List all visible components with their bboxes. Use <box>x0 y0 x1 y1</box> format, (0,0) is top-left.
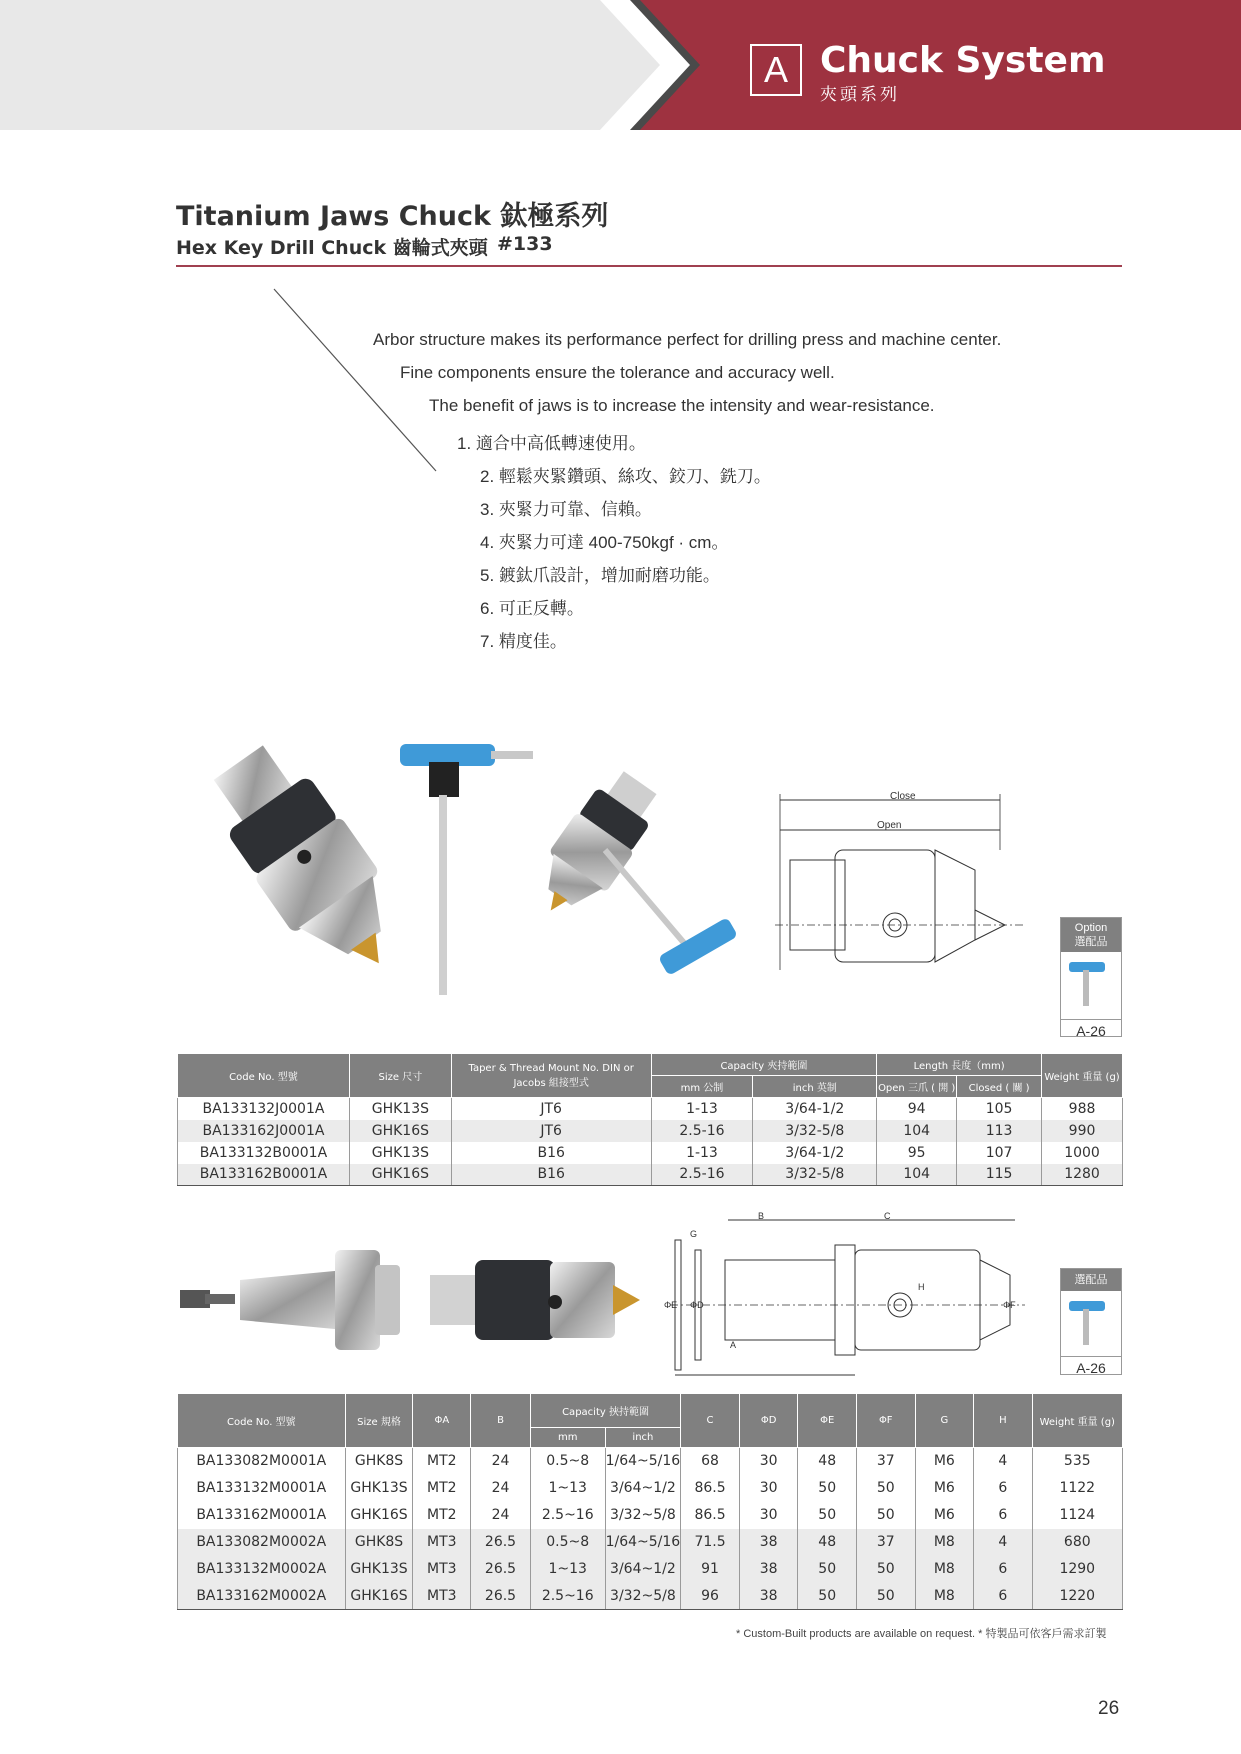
col-f: ΦF <box>856 1394 915 1448</box>
section-subtitle: 夾頭系列 <box>820 85 900 104</box>
col-inch: inch 英制 <box>753 1076 877 1098</box>
col-taper: Taper & Thread Mount No. DIN or Jacobs 組接型式 <box>451 1054 651 1098</box>
t-handle-key-thumbnail <box>1061 952 1121 1014</box>
feature-line: 2. 輕鬆夾緊鑽頭、絲攻、鉸刀、銑刀。 <box>480 467 771 486</box>
t-handle-key-thumbnail <box>1061 1291 1121 1351</box>
table-row <box>178 1556 1123 1583</box>
option-accessory-card[interactable] <box>1060 917 1122 1037</box>
table-cell: GHK16S <box>345 1502 413 1529</box>
table-row <box>178 1164 1123 1186</box>
table-cell: 1~13 <box>530 1475 605 1502</box>
col-capacity: Capacity 挾持範圍 <box>530 1394 680 1428</box>
table-cell: MT2 <box>413 1475 471 1502</box>
table-cell: 680 <box>1032 1529 1122 1556</box>
table-cell: 1/64~5/16 <box>605 1448 681 1475</box>
table-cell: 1122 <box>1032 1475 1122 1502</box>
table-cell: 37 <box>856 1529 915 1556</box>
table-cell: 50 <box>798 1475 857 1502</box>
table-cell: GHK16S <box>349 1120 451 1142</box>
table-cell: BA133132B0001A <box>178 1142 350 1164</box>
table-cell: MT2 <box>413 1448 471 1475</box>
table-cell: 26.5 <box>471 1583 531 1610</box>
table-cell: 1280 <box>1042 1164 1123 1186</box>
table-cell: 104 <box>877 1120 957 1142</box>
table-cell: 4 <box>974 1448 1032 1475</box>
table-cell: 2.5-16 <box>651 1164 753 1186</box>
table-row <box>178 1529 1123 1556</box>
col-inch: inch <box>605 1428 681 1448</box>
dim-label-d: ΦD <box>690 1300 704 1310</box>
footnote: * Custom-Built products are available on request. * 特製品可依客戶需求訂製 <box>736 1628 1107 1640</box>
col-code: Code No. 型號 <box>178 1054 350 1098</box>
table-cell: B16 <box>451 1164 651 1186</box>
table-cell: 6 <box>974 1583 1032 1610</box>
col-d: ΦD <box>739 1394 798 1448</box>
table-cell: 3/64-1/2 <box>753 1142 877 1164</box>
col-c: C <box>681 1394 740 1448</box>
table-cell: 988 <box>1042 1098 1123 1120</box>
table-cell: 24 <box>471 1448 531 1475</box>
table-cell: BA133162J0001A <box>178 1120 350 1142</box>
table-cell: 3/64~1/2 <box>605 1475 681 1502</box>
table-cell: GHK8S <box>345 1529 413 1556</box>
option-label: Option 選配品 <box>1061 918 1121 952</box>
table-cell: BA133082M0002A <box>178 1529 346 1556</box>
table-cell: 3/32~5/8 <box>605 1583 681 1610</box>
table-cell: GHK13S <box>345 1556 413 1583</box>
table-cell: 0.5~8 <box>530 1529 605 1556</box>
table-cell: 95 <box>877 1142 957 1164</box>
table-cell: BA133132M0002A <box>178 1556 346 1583</box>
col-mm: mm 公制 <box>651 1076 753 1098</box>
table-cell: 1/64~5/16 <box>605 1529 681 1556</box>
table-row <box>178 1475 1123 1502</box>
table-cell: 1124 <box>1032 1502 1122 1529</box>
drill-chuck-image <box>195 730 425 1000</box>
dim-label-b: B <box>758 1211 765 1221</box>
dim-label-e: ΦE <box>664 1300 678 1310</box>
product-title: Titanium Jaws Chuck 鈦極系列 <box>176 201 609 232</box>
col-b: B <box>471 1394 531 1448</box>
dimension-label-open: Open <box>877 820 902 831</box>
dim-label-g: G <box>690 1229 698 1239</box>
table-cell: 1220 <box>1032 1583 1122 1610</box>
table-cell: 86.5 <box>681 1502 740 1529</box>
table-cell: MT3 <box>413 1583 471 1610</box>
col-mm: mm <box>530 1428 605 1448</box>
col-size: Size 規格 <box>345 1394 413 1448</box>
table-cell: 6 <box>974 1475 1032 1502</box>
table-cell: 4 <box>974 1529 1032 1556</box>
table-cell: 107 <box>957 1142 1042 1164</box>
section-title: Chuck System <box>820 40 1106 81</box>
table-cell: 50 <box>856 1583 915 1610</box>
table-cell: 37 <box>856 1448 915 1475</box>
table-cell: JT6 <box>451 1098 651 1120</box>
table-cell: 48 <box>798 1529 857 1556</box>
feature-line: Fine components ensure the tolerance and accuracy well. <box>400 363 835 382</box>
table-cell: 0.5~8 <box>530 1448 605 1475</box>
bt-arbor-with-bolt-image <box>175 1245 415 1355</box>
table-cell: 1~13 <box>530 1556 605 1583</box>
col-capacity: Capacity 夾持範圍 <box>651 1054 877 1076</box>
col-length: Length 長度（mm) <box>877 1054 1042 1076</box>
col-closed: Closed ( 關 ) <box>957 1076 1042 1098</box>
table-cell: M6 <box>915 1502 974 1529</box>
table-cell: 3/64~1/2 <box>605 1556 681 1583</box>
table-cell: MT2 <box>413 1502 471 1529</box>
table-cell: M8 <box>915 1556 974 1583</box>
feature-line: 7. 精度佳。 <box>480 632 567 651</box>
dim-label-f: ΦF <box>1003 1300 1016 1310</box>
chuck-with-key-image <box>510 760 740 1010</box>
table-row <box>178 1502 1123 1529</box>
table-cell: 3/32~5/8 <box>605 1502 681 1529</box>
table-cell: 3/32-5/8 <box>753 1164 877 1186</box>
feature-line: 4. 夾緊力可達 400-750kgf · cm。 <box>480 533 729 552</box>
table-cell: BA133082M0001A <box>178 1448 346 1475</box>
table-row <box>178 1120 1123 1142</box>
table-cell: 94 <box>877 1098 957 1120</box>
table-cell: 3/32-5/8 <box>753 1120 877 1142</box>
table-cell: 48 <box>798 1448 857 1475</box>
table-cell: GHK8S <box>345 1448 413 1475</box>
table-cell: BA133162M0002A <box>178 1583 346 1610</box>
table-cell: 113 <box>957 1120 1042 1142</box>
table-cell: 30 <box>739 1502 798 1529</box>
table-cell: 86.5 <box>681 1475 740 1502</box>
table-cell: BA133162B0001A <box>178 1164 350 1186</box>
arbor-chuck-dimension-drawing <box>670 1205 1030 1380</box>
table-cell: MT3 <box>413 1556 471 1583</box>
section-letter-badge: A <box>750 44 802 96</box>
dim-label-a: A <box>730 1340 737 1350</box>
dimension-label-close: Close <box>890 791 916 802</box>
table-cell: 71.5 <box>681 1529 740 1556</box>
table-cell: GHK13S <box>345 1475 413 1502</box>
col-g: G <box>915 1394 974 1448</box>
table-cell: 50 <box>856 1556 915 1583</box>
table-cell: GHK13S <box>349 1098 451 1120</box>
table-cell: 535 <box>1032 1448 1122 1475</box>
dim-label-c: C <box>884 1211 891 1221</box>
table-cell: 50 <box>856 1475 915 1502</box>
table-cell: 50 <box>798 1583 857 1610</box>
table-cell: 990 <box>1042 1120 1123 1142</box>
table-cell: 68 <box>681 1448 740 1475</box>
product-subtitle: Hex Key Drill Chuck 齒輪式夾頭 <box>176 237 488 259</box>
table-cell: GHK13S <box>349 1142 451 1164</box>
table-cell: 1-13 <box>651 1142 753 1164</box>
table-cell: BA133162M0001A <box>178 1502 346 1529</box>
option-label: 選配品 <box>1061 1269 1121 1291</box>
table-cell: 24 <box>471 1475 531 1502</box>
col-a: ΦA <box>413 1394 471 1448</box>
feature-line: Arbor structure makes its performance perfect for drilling press and machine center. <box>373 330 1002 349</box>
chuck-dimension-drawing <box>775 790 1035 990</box>
col-code: Code No. 型號 <box>178 1394 346 1448</box>
table-cell: M8 <box>915 1529 974 1556</box>
table-cell: 2.5~16 <box>530 1583 605 1610</box>
table-cell: 1-13 <box>651 1098 753 1120</box>
table-cell: 50 <box>798 1556 857 1583</box>
table-cell: 24 <box>471 1502 531 1529</box>
table-cell: 105 <box>957 1098 1042 1120</box>
table-cell: M6 <box>915 1448 974 1475</box>
feature-line: 6. 可正反轉。 <box>480 599 584 618</box>
table-cell: 38 <box>739 1583 798 1610</box>
table-cell: 50 <box>856 1502 915 1529</box>
table-cell: BA133132J0001A <box>178 1098 350 1120</box>
table-cell: 6 <box>974 1556 1032 1583</box>
model-number: #133 <box>497 233 553 255</box>
table-row <box>178 1142 1123 1164</box>
chuck-side-image <box>425 1250 650 1350</box>
option-page-ref: A-26 <box>1061 1356 1121 1379</box>
table-row <box>178 1448 1123 1475</box>
option-accessory-card[interactable] <box>1060 1268 1122 1375</box>
table-cell: 104 <box>877 1164 957 1186</box>
table-row <box>178 1098 1123 1120</box>
col-weight: Weight 重量 (g) <box>1042 1054 1123 1098</box>
table-cell: 38 <box>739 1529 798 1556</box>
table-cell: 50 <box>798 1502 857 1529</box>
col-size: Size 尺寸 <box>349 1054 451 1098</box>
feature-line: The benefit of jaws is to increase the intensity and wear-resistance. <box>429 396 935 415</box>
col-weight: Weight 重量 (g) <box>1032 1394 1122 1448</box>
table-cell: GHK16S <box>349 1164 451 1186</box>
table-cell: M8 <box>915 1583 974 1610</box>
table-cell: 91 <box>681 1556 740 1583</box>
table-row <box>178 1583 1123 1610</box>
table-cell: M6 <box>915 1475 974 1502</box>
table-cell: 1290 <box>1032 1556 1122 1583</box>
col-e: ΦE <box>798 1394 857 1448</box>
table-cell: 2.5~16 <box>530 1502 605 1529</box>
table-cell: BA133132M0001A <box>178 1475 346 1502</box>
feature-line: 1. 適合中高低轉速使用。 <box>457 434 646 453</box>
table-cell: 96 <box>681 1583 740 1610</box>
table-cell: 38 <box>739 1556 798 1583</box>
specs-table-1 <box>177 1053 1123 1186</box>
page-number: 26 <box>1098 1698 1120 1719</box>
table-cell: 115 <box>957 1164 1042 1186</box>
title-divider <box>176 265 1122 267</box>
col-h: H <box>974 1394 1032 1448</box>
table-cell: JT6 <box>451 1120 651 1142</box>
table-cell: B16 <box>451 1142 651 1164</box>
table-cell: 2.5-16 <box>651 1120 753 1142</box>
option-page-ref: A-26 <box>1061 1019 1121 1041</box>
table-cell: 3/64-1/2 <box>753 1098 877 1120</box>
table-cell: 26.5 <box>471 1556 531 1583</box>
table-cell: 1000 <box>1042 1142 1123 1164</box>
dim-label-h: H <box>918 1282 925 1292</box>
table-cell: 26.5 <box>471 1529 531 1556</box>
feature-line: 3. 夾緊力可靠、信賴。 <box>480 500 652 519</box>
table-cell: 30 <box>739 1475 798 1502</box>
col-open: Open 三爪 ( 開 ) <box>877 1076 957 1098</box>
specs-table-2 <box>177 1393 1123 1610</box>
table-cell: GHK16S <box>345 1583 413 1610</box>
table-cell: 30 <box>739 1448 798 1475</box>
table-cell: MT3 <box>413 1529 471 1556</box>
table-cell: 6 <box>974 1502 1032 1529</box>
feature-line: 5. 鍍鈦爪設計，增加耐磨功能。 <box>480 566 720 585</box>
